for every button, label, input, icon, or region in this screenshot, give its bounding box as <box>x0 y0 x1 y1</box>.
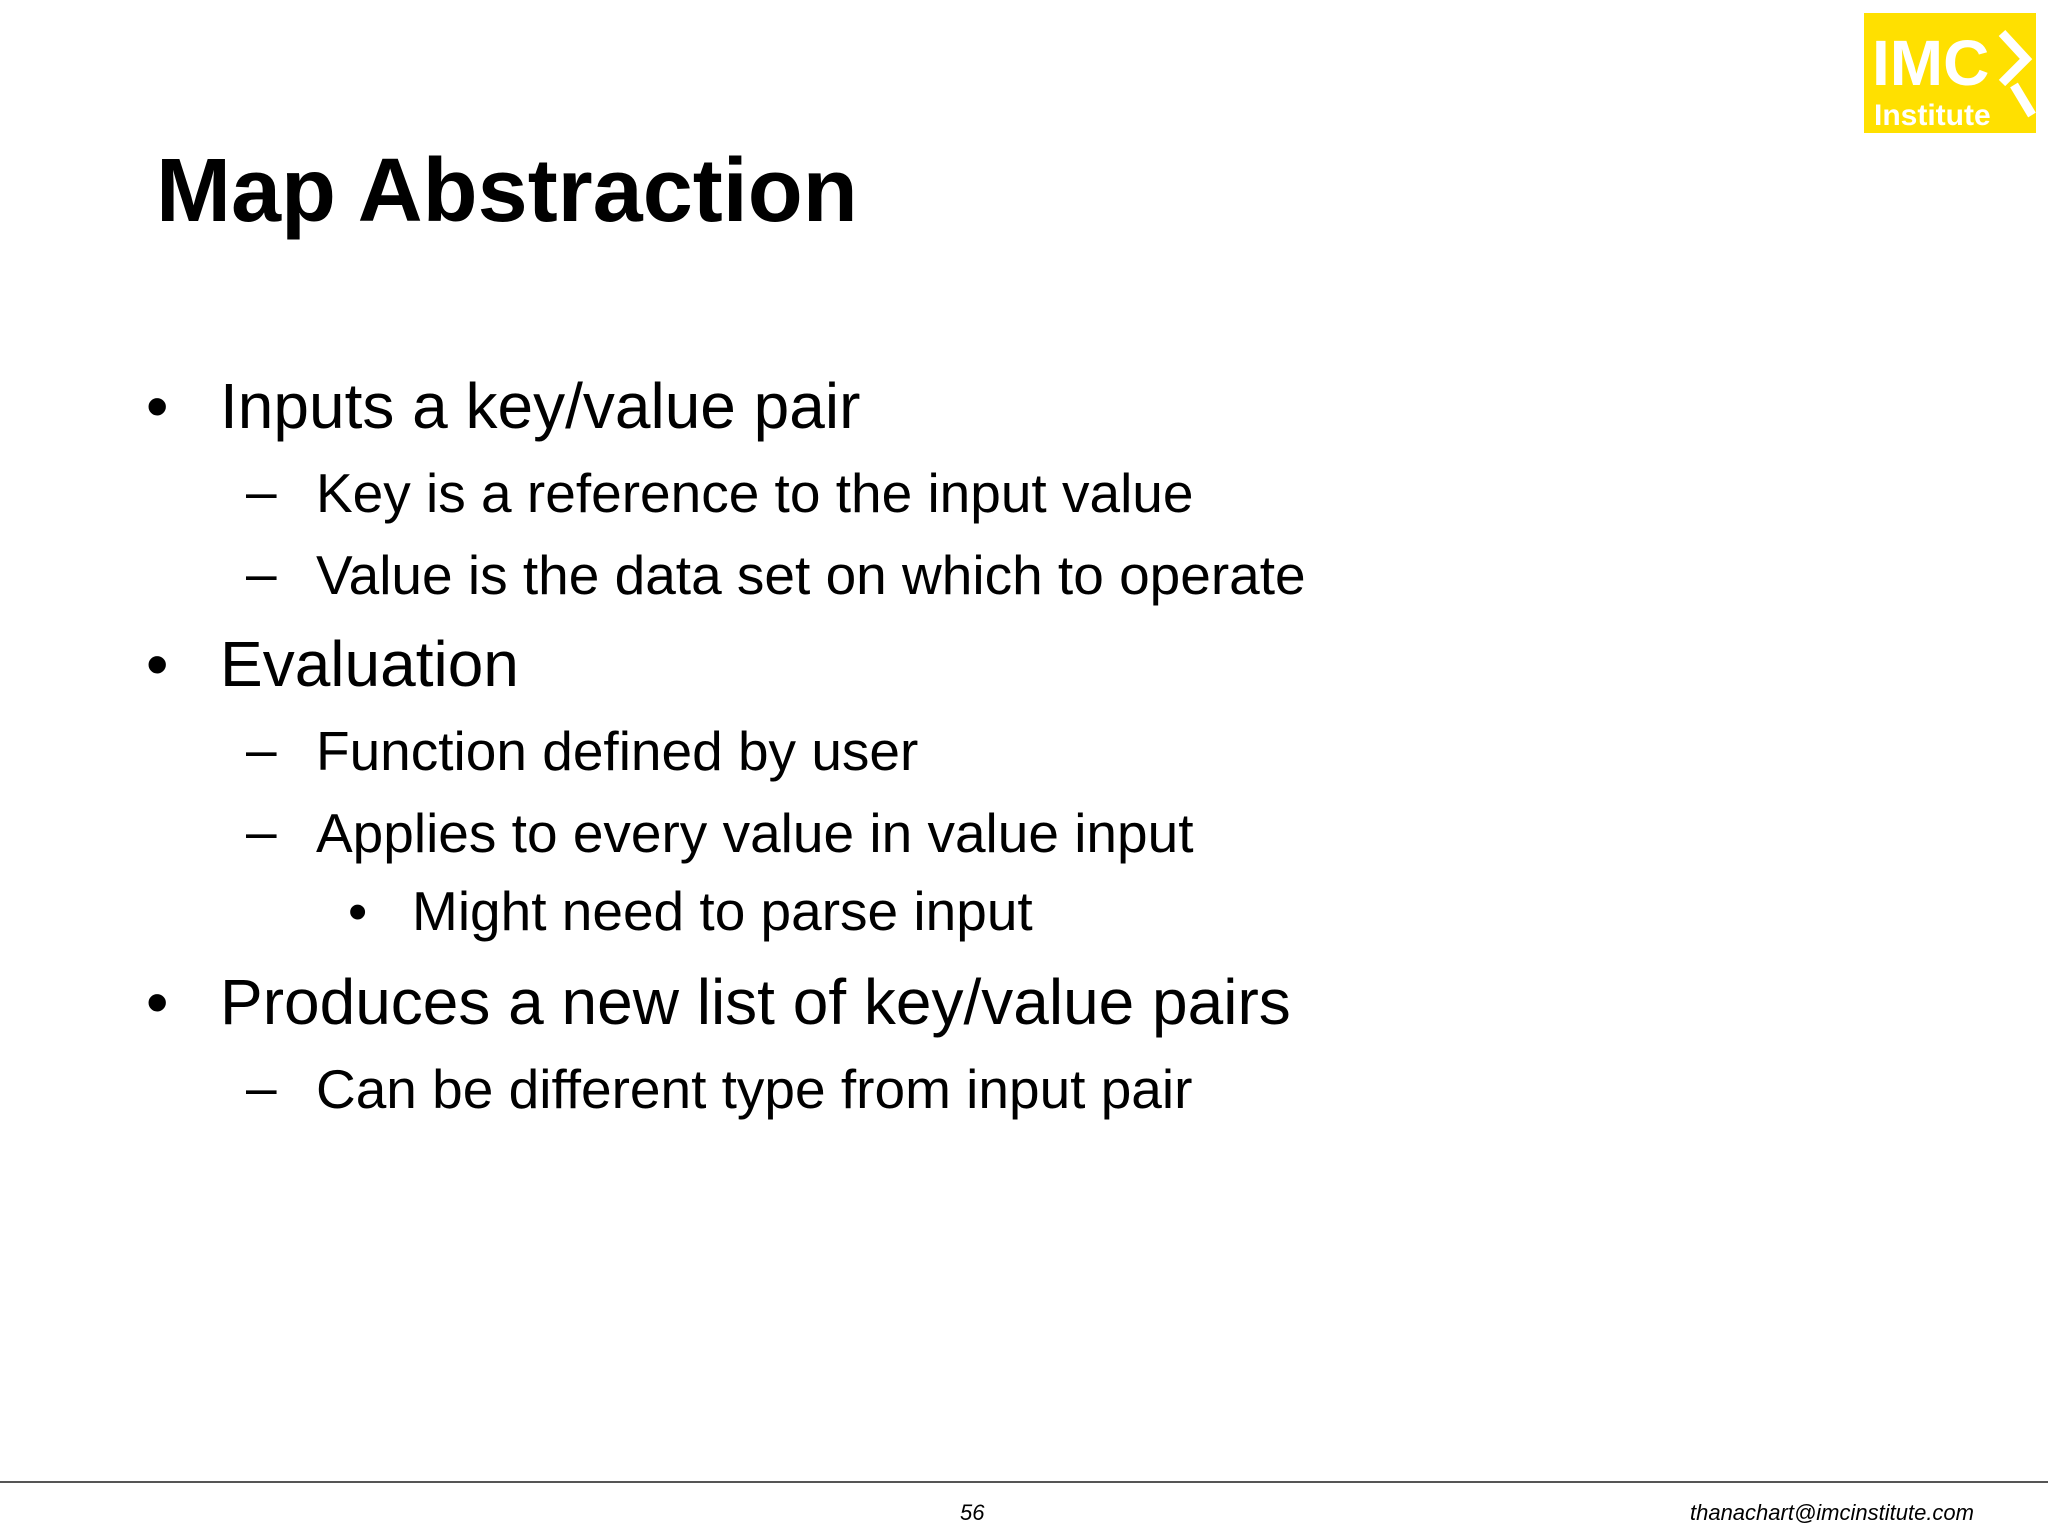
bullet-marker: • <box>146 628 169 700</box>
dash-marker: – <box>246 542 277 604</box>
sub-item-different: Can be different type from input pair <box>316 1058 1193 1120</box>
bullet-marker: • <box>348 880 368 942</box>
sub-sub-item-parse: Might need to parse input <box>412 880 1033 942</box>
footer-email: thanachart@imcinstitute.com <box>1689 1500 1974 1525</box>
sub-item-function: Function defined by user <box>316 720 919 782</box>
bullet-marker: • <box>146 966 169 1038</box>
sub-item-key: Key is a reference to the input value <box>316 462 1194 524</box>
dash-marker: – <box>246 718 277 780</box>
dash-marker: – <box>246 800 277 862</box>
dash-marker: – <box>246 1056 277 1118</box>
sub-item-applies: Applies to every value in value input <box>316 802 1194 864</box>
bullet-marker: • <box>146 370 169 442</box>
bullet-item-produces: Produces a new list of key/value pairs <box>220 966 1291 1038</box>
footer-divider <box>0 1481 2048 1483</box>
logo-subtext: Institute <box>1874 99 1991 132</box>
logo-text: IMC <box>1872 27 1990 99</box>
slide-title: Map Abstraction <box>156 141 858 241</box>
bullet-item-inputs: Inputs a key/value pair <box>220 370 861 442</box>
bullet-item-evaluation: Evaluation <box>220 628 519 700</box>
sub-item-value: Value is the data set on which to operate <box>316 544 1306 606</box>
page-number: 56 <box>960 1500 985 1525</box>
dash-marker: – <box>246 460 277 522</box>
